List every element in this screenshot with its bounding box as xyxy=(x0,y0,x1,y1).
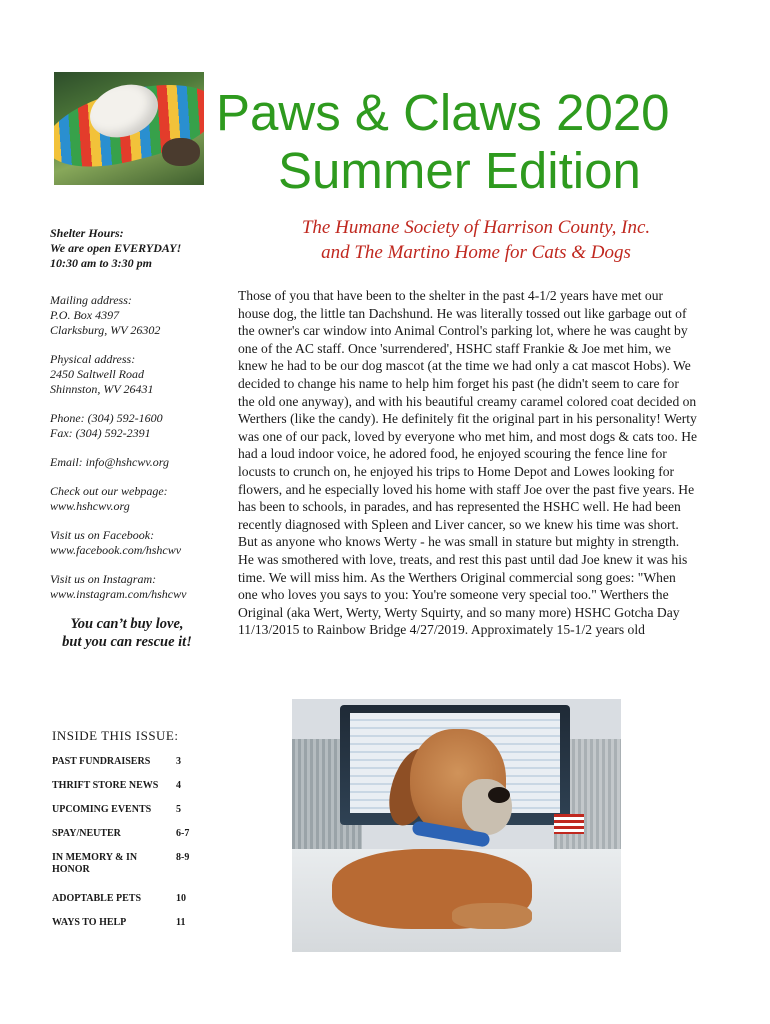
hours-line-2: 10:30 am to 3:30 pm xyxy=(50,256,152,270)
toc-item[interactable] xyxy=(52,780,212,792)
webpage-label: Check out our webpage: xyxy=(50,484,168,498)
webpage-link[interactable]: www.hshcwv.org xyxy=(50,499,130,513)
mailing-line-1: P.O. Box 4397 xyxy=(50,308,120,322)
webpage-info xyxy=(50,484,230,514)
toc-item-page: 8-9 xyxy=(176,852,190,863)
toc-item-label: ADOPTABLE PETS xyxy=(52,893,141,904)
email-address xyxy=(50,455,230,470)
instagram-info xyxy=(50,572,230,602)
organization-subtitle xyxy=(236,215,716,265)
facebook-label: Visit us on Facebook: xyxy=(50,528,155,542)
mailing-label: Mailing address: xyxy=(50,293,132,307)
subtitle-line-2: and The Martino Home for Cats & Dogs xyxy=(321,242,631,263)
email-link[interactable]: Email: info@hshcwv.org xyxy=(50,455,170,469)
title-line-2: Summer Edition xyxy=(278,142,641,199)
toc-item-page: 3 xyxy=(176,756,181,767)
contact-sidebar xyxy=(50,226,230,616)
hours-line-1: We are open EVERYDAY! xyxy=(50,241,182,255)
newsletter-title xyxy=(216,84,736,200)
toc-item[interactable] xyxy=(52,804,212,816)
toc-item-label: IN MEMORY & IN HONOR xyxy=(52,852,138,875)
hammock-dog-photo xyxy=(54,72,204,185)
toc-item[interactable] xyxy=(52,852,212,876)
toc-item-page: 5 xyxy=(176,804,181,815)
facebook-link[interactable]: www.facebook.com/hshcwv xyxy=(50,543,182,557)
mailing-line-2: Clarksburg, WV 26302 xyxy=(50,323,161,337)
instagram-label: Visit us on Instagram: xyxy=(50,572,157,586)
werthers-memorial-article: Those of you that have been to the shelter in the past 4-1/2 years have met our house dog, the little tan Dachshund. He was literally tossed out like garbage out of the owner's car window into Animal Control's parking lot, where he was caught by one of the AC staff. Once 'surrendered', HSHC staff Frankie & Joe met him, we knew he had to be our dog mascot (at the time we had only a cat mascot Hobs). We decided to change his name to help him forget his past (he didn't seem to care for the old one anyway), and with his beautiful creamy caramel colored coat decided on Werthers (like the candy). He definitely fit the original part in his personality! Werty was one of our pack, loved by everyone who met him, and most dogs & cats too. He had a loud indoor voice, he adored food, he enjoyed scouring the fence line for locusts to crunch on, he enjoyed his trips to Home Depot and Lowes looking for flowers, and he especially loved his home with staff Joe over the past five years. He has been to schools, in parades, and has represented the HSHC well. He had been recently diagnosed with Spleen and Liver cancer, so we knew his time was short. But as anyone who knows Werty - he was small in stature but mighty in strength. He was smothered with love, treats, and rest this past until dad Joe knew it was his time. We will miss him. As the Werthers Original commercial song goes: "When one who loves you says to you: You're someone very special too." Werthers the Original (aka Wert, Werty, Werty Squirty, and so many more) HSHC Gotcha Day 11/13/2015 to Rainbow Bridge 4/27/2019. Approximately 15-1/2 years old xyxy=(238,288,698,638)
subtitle-line-1: The Humane Society of Harrison County, Inc. xyxy=(301,217,651,238)
physical-line-2: Shinnston, WV 26431 xyxy=(50,382,154,396)
toc-item-page: 4 xyxy=(176,780,181,791)
toc-item-label: UPCOMING EVENTS xyxy=(52,804,152,815)
facebook-info xyxy=(50,528,230,558)
toc-item[interactable] xyxy=(52,828,212,840)
physical-line-1: 2450 Saltwell Road xyxy=(50,367,144,381)
toc-title: INSIDE THIS ISSUE: xyxy=(52,728,179,743)
toc-item-label: PAST FUNDRAISERS xyxy=(52,756,151,767)
rescue-tagline xyxy=(52,615,202,651)
toc-item[interactable] xyxy=(52,917,212,929)
inside-this-issue xyxy=(52,728,212,929)
phone-fax xyxy=(50,411,230,441)
toc-item-page: 11 xyxy=(176,917,186,928)
toc-item-label: SPAY/NEUTER xyxy=(52,828,121,839)
toc-item-label: THRIFT STORE NEWS xyxy=(52,780,159,791)
title-line-1: Paws & Claws 2020 xyxy=(216,84,670,141)
hours-title: Shelter Hours: xyxy=(50,226,124,240)
toc-item[interactable] xyxy=(52,893,212,905)
dachshund-photo xyxy=(292,699,621,952)
phone-number: Phone: (304) 592-1600 xyxy=(50,411,163,425)
tagline-line-2: but you can rescue it! xyxy=(62,634,192,650)
toc-item-page: 6-7 xyxy=(176,828,190,839)
toc-item-label: WAYS TO HELP xyxy=(52,917,127,928)
fax-number: Fax: (304) 592-2391 xyxy=(50,426,151,440)
toc-item[interactable] xyxy=(52,756,212,768)
physical-address xyxy=(50,352,230,397)
toc-item-page: 10 xyxy=(176,893,186,904)
tagline-line-1: You can’t buy love, xyxy=(70,616,184,632)
instagram-link[interactable]: www.instagram.com/hshcwv xyxy=(50,587,187,601)
physical-label: Physical address: xyxy=(50,352,136,366)
mailing-address xyxy=(50,293,230,338)
shelter-hours xyxy=(50,226,230,271)
